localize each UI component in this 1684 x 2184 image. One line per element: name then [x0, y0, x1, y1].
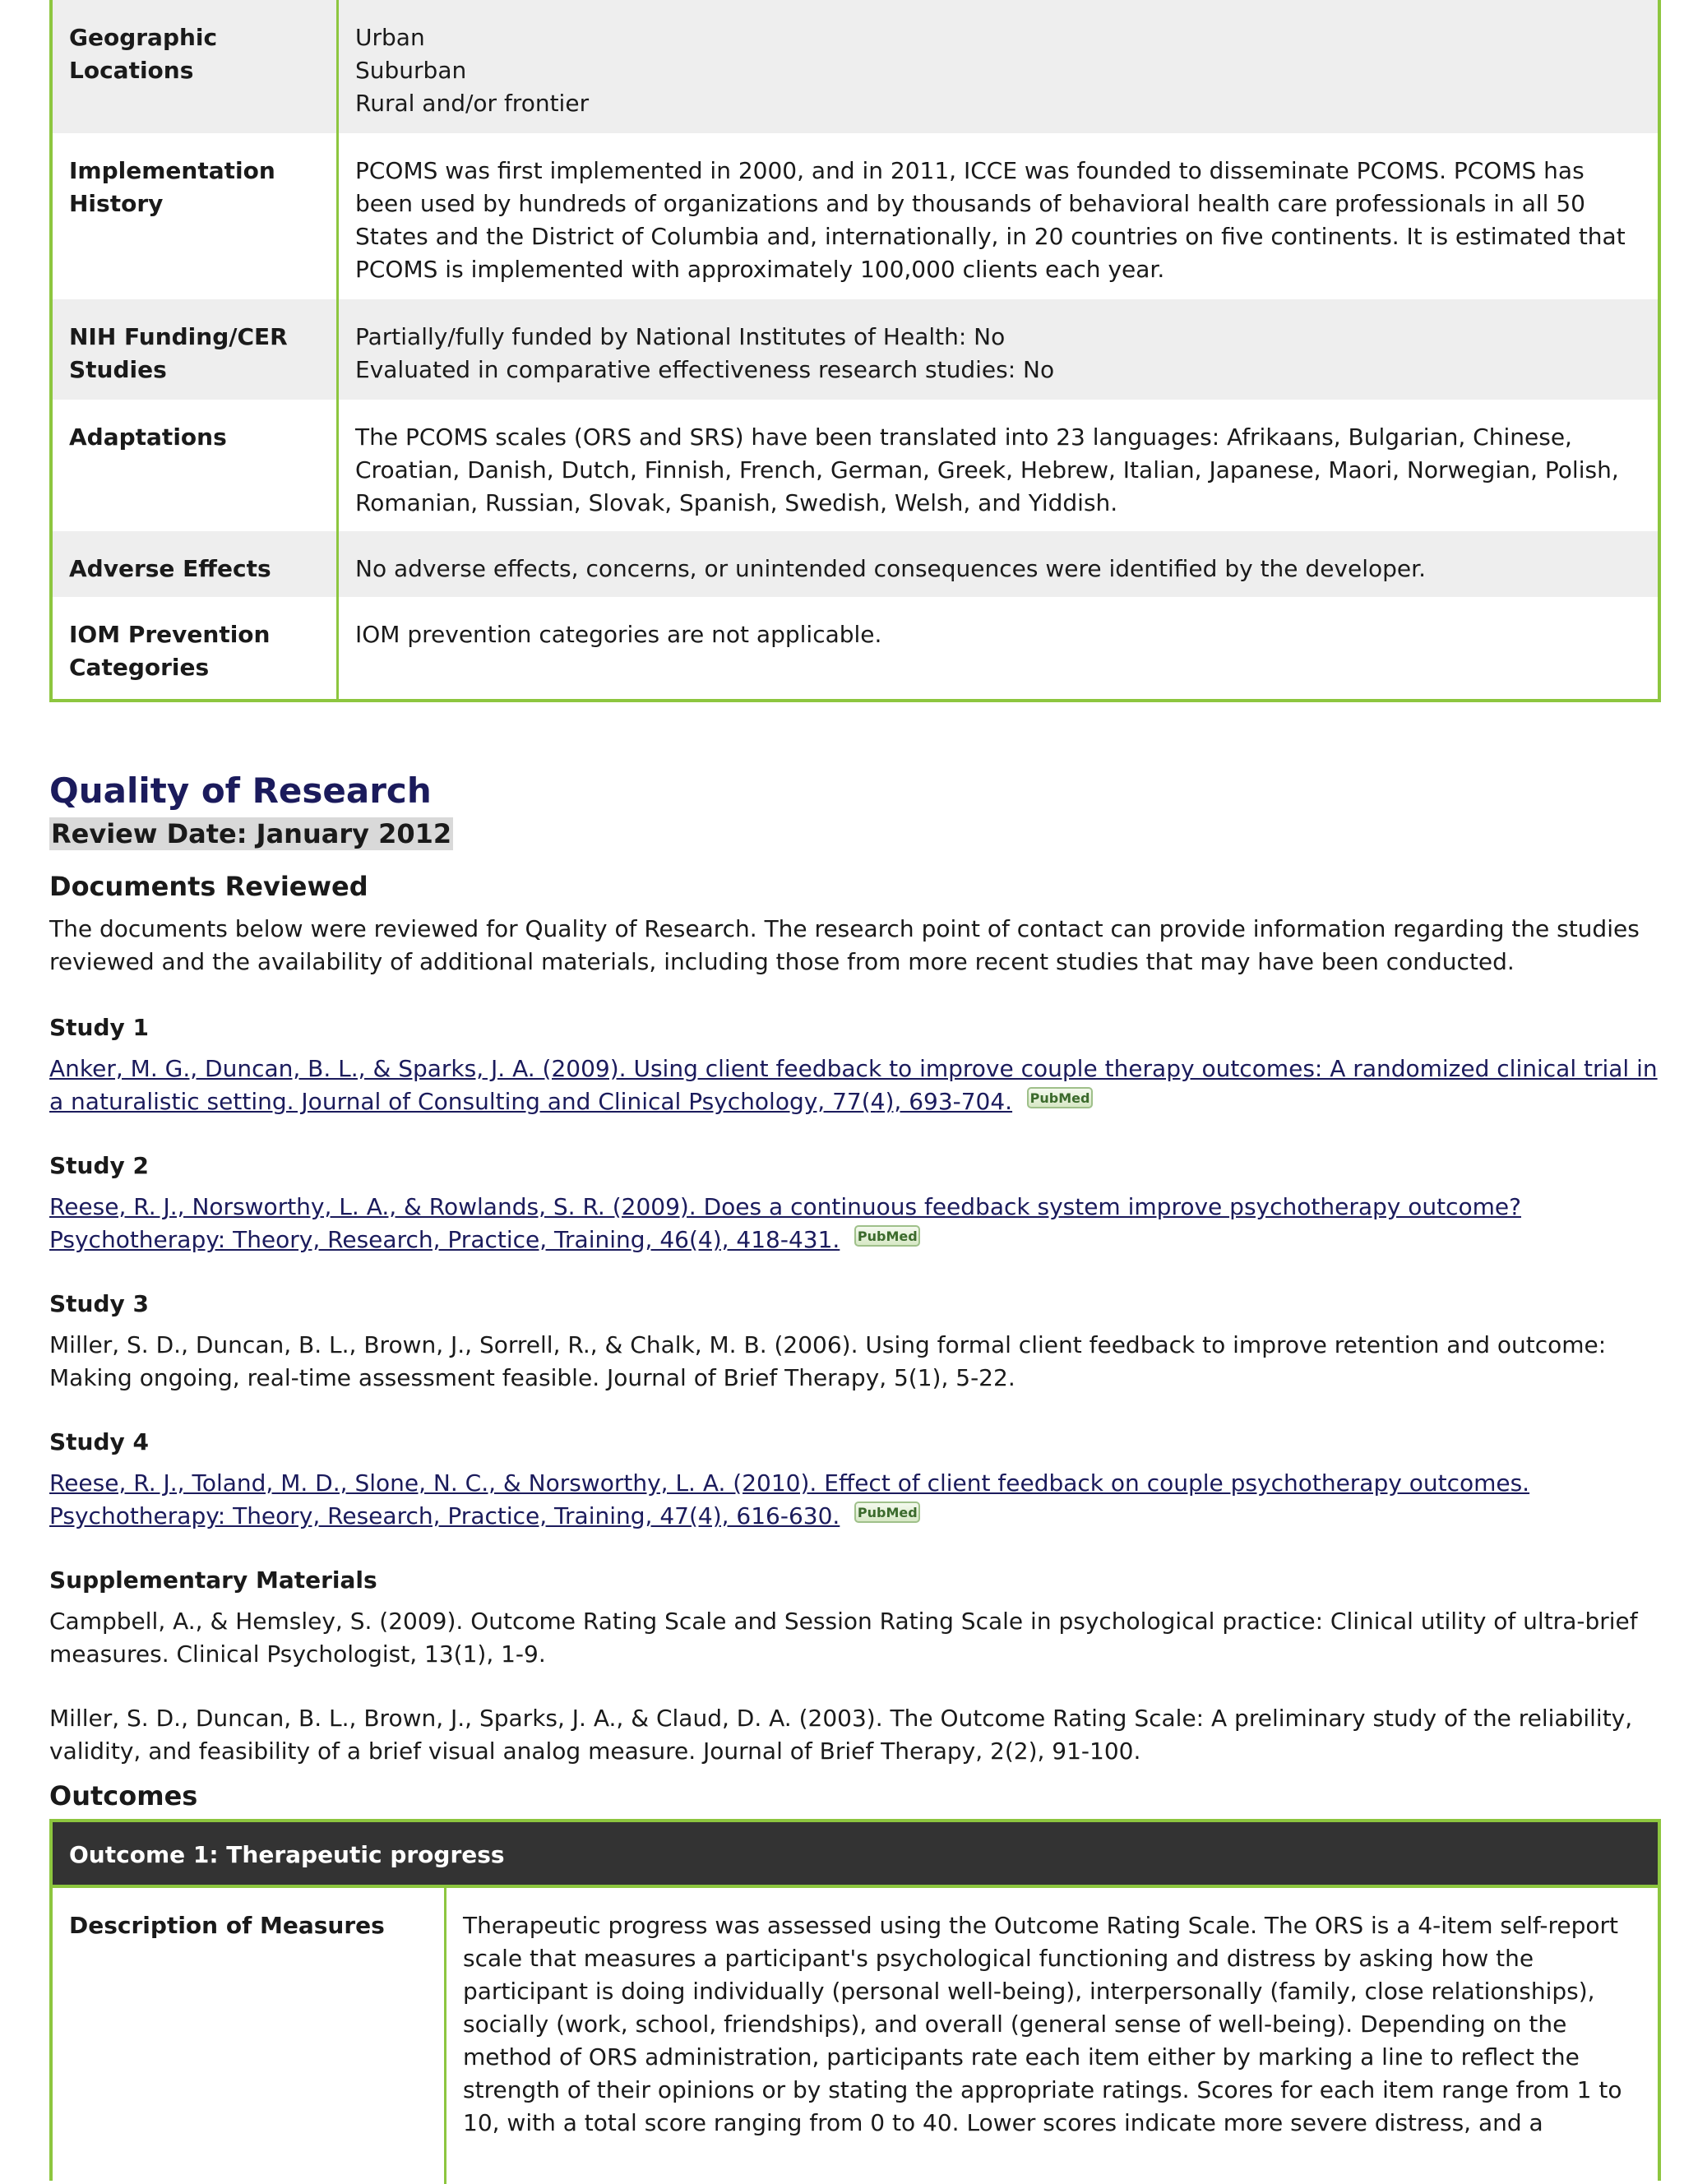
- info-value-line: PCOMS was first implemented in 2000, and in 2011, ICCE was founded to disseminate PCOMS. PCOMS has been used by hundreds of organizations and by thousands of behavioral health care professionals in all 50 States and the District of Columbia and, internationally, in 20 countries on five continents. It is estimated that PCOMS is implemented with approximately 100,000 clients each year.: [355, 157, 1626, 283]
- info-value-line: Evaluated in comparative effectiveness research studies: No: [355, 356, 1055, 383]
- info-value: [339, 133, 1658, 299]
- info-row-geographic-locations: [53, 0, 1658, 133]
- info-value-line: Suburban: [355, 57, 467, 84]
- quality-of-research-title: Quality of Research: [49, 770, 432, 811]
- info-value-line: Rural and/or frontier: [355, 90, 590, 117]
- outcome-table: [49, 1819, 1661, 2181]
- study-citation-link[interactable]: Reese, R. J., Toland, M. D., Slone, N. C., & Norsworthy, L. A. (2010). Effect of client feedback on couple psychotherapy outcomes. Psychotherapy: Theory, Research, Practice, Training, 47(4), 616-630.: [49, 1469, 1530, 1529]
- study-heading: Study 4: [49, 1428, 150, 1455]
- supplementary-citation: Miller, S. D., Duncan, B. L., Brown, J., Sparks, J. A., & Claud, D. A. (2003). The Outcome Rating Scale: A preliminary study of the reliability, validity, and feasibility of a brief visual analog measure. Journal of Brief Therapy, 2(2), 91-100.: [49, 1705, 1633, 1765]
- pubmed-icon[interactable]: PubMed: [854, 1502, 920, 1523]
- program-info-table: [49, 0, 1661, 702]
- study-citation: [49, 1053, 1661, 1118]
- supplementary-citation: Campbell, A., & Hemsley, S. (2009). Outcome Rating Scale and Session Rating Scale in psychological practice: Clinical utility of ultra-brief measures. Clinical Psychologist, 13(1), 1-9.: [49, 1608, 1638, 1668]
- info-label: Implementation History: [53, 133, 339, 299]
- info-value: [339, 299, 1658, 400]
- documents-reviewed-heading: Documents Reviewed: [49, 871, 368, 902]
- info-value-line: The PCOMS scales (ORS and SRS) have been translated into 23 languages: Afrikaans, Bulgarian, Chinese, Croatian, Danish, Dutch, Finnish, French, German, Greek, Hebrew, Italian, Japanese, Maori, Norwegian, Polish, Romanian, Russian, Slovak, Spanish, Swedish, Welsh, and Yiddish.: [355, 423, 1619, 516]
- outcome-header: Outcome 1: Therapeutic progress: [53, 1822, 1658, 1888]
- documents-intro: The documents below were reviewed for Quality of Research. The research point of contact can provide information regarding the studies reviewed and the availability of additional materials, including those from more recent studies that may have been conducted.: [49, 915, 1640, 975]
- info-row-adaptations: [53, 400, 1658, 531]
- info-value-line: Urban: [355, 24, 425, 51]
- study-citation: Miller, S. D., Duncan, B. L., Brown, J., Sorrell, R., & Chalk, M. B. (2006). Using formal client feedback to improve retention and outcome: Making ongoing, real-time assessment feasible. Journal of Brief Therapy, 5(1), 5-22.: [49, 1331, 1607, 1391]
- info-value: [339, 400, 1658, 531]
- info-value: [339, 597, 1658, 699]
- outcomes-heading: Outcomes: [49, 1780, 198, 1812]
- info-label: NIH Funding/CER Studies: [53, 299, 339, 400]
- pubmed-icon[interactable]: PubMed: [1027, 1087, 1093, 1108]
- study-heading: Study 1: [49, 1014, 150, 1041]
- info-label: Adverse Effects: [53, 531, 339, 597]
- study-heading: Study 2: [49, 1152, 150, 1179]
- study-heading: Study 3: [49, 1290, 150, 1317]
- info-value-line: Partially/fully funded by National Institutes of Health: No: [355, 323, 1006, 350]
- info-label: Geographic Locations: [53, 0, 339, 133]
- info-value: [339, 0, 1658, 133]
- outcome-label: Description of Measures: [53, 1888, 446, 2184]
- info-value-line: IOM prevention categories are not applicable.: [355, 621, 882, 648]
- review-date: Review Date: January 2012: [51, 818, 452, 849]
- supplementary-heading: Supplementary Materials: [49, 1566, 377, 1594]
- info-label: Adaptations: [53, 400, 339, 531]
- pubmed-icon[interactable]: PubMed: [854, 1225, 920, 1247]
- study-citation: [49, 1467, 1661, 1533]
- outcome-row: [53, 1888, 1658, 2184]
- study-citation-link[interactable]: Reese, R. J., Norsworthy, L. A., & Rowlands, S. R. (2009). Does a continuous feedback system improve psychotherapy outcome? Psychotherapy: Theory, Research, Practice, Training, 46(4), 418-431.: [49, 1193, 1521, 1253]
- info-value: [339, 531, 1658, 597]
- document-page: [49, 0, 1661, 2136]
- study-citation: [49, 1191, 1661, 1256]
- info-row-iom-prevention: [53, 597, 1658, 699]
- info-row-nih-funding: [53, 299, 1658, 400]
- study-citation-link[interactable]: Anker, M. G., Duncan, B. L., & Sparks, J. A. (2009). Using client feedback to improve couple therapy outcomes: A randomized clinical trial in a naturalistic setting. Journal of Consulting and Clinical Psychology, 77(4), 693-704.: [49, 1055, 1658, 1115]
- info-row-adverse-effects: [53, 531, 1658, 597]
- info-label: IOM Prevention Categories: [53, 597, 339, 699]
- info-value-line: No adverse effects, concerns, or unintended consequences were identified by the developer.: [355, 555, 1426, 582]
- outcome-description: Therapeutic progress was assessed using the Outcome Rating Scale. The ORS is a 4-item self-report scale that measures a participant's psychological functioning and distress by asking how the participant is doing individually (personal well-being), interpersonally (family, close relationships), socially (work, school, friendships), and overall (general sense of well-being). Depending on the method of ORS administration, participants rate each item either by marking a line to reflect the strength of their opinions or by stating the appropriate ratings. Scores for each item range from 1 to 10, with a total score ranging from 0 to 40. Lower scores indicate more severe distress, and a: [463, 1912, 1622, 2136]
- info-row-implementation-history: [53, 133, 1658, 299]
